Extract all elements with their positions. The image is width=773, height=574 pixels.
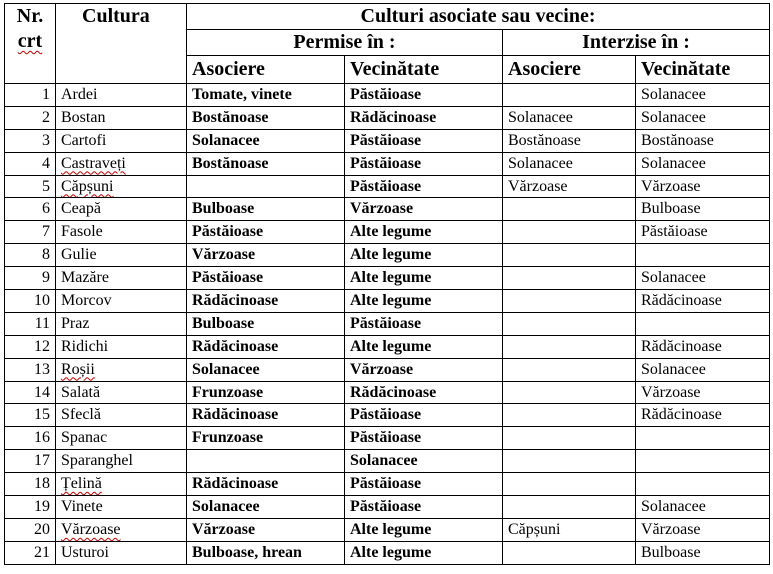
cultura-cell: Fasole [56, 221, 187, 244]
interzise-vecinatate-cell: Bulboase [636, 198, 770, 221]
interzise-vecinatate-cell: Rădăcinoase [636, 404, 770, 427]
permise-vecinatate-cell: Alte legume [345, 335, 503, 358]
cultura-cell: Morcov [56, 290, 187, 313]
interzise-vecinatate-cell: Solanacee [636, 496, 770, 519]
permise-vecinatate-cell: Rădăcinoase [345, 381, 503, 404]
table-row [5, 106, 770, 129]
interzise-header: Interzise în : [503, 30, 770, 56]
nr-cell: 19 [5, 496, 56, 519]
cultura-header: Cultura [56, 4, 187, 84]
cultura-cell: Cartofi [56, 129, 187, 152]
interzise-asociere-cell [503, 427, 636, 450]
interzise-vecinatate-cell: Păstăioase [636, 221, 770, 244]
permise-vecinatate-cell: Solanacee [345, 450, 503, 473]
table-row [5, 404, 770, 427]
table-row [5, 244, 770, 267]
interzise-asociere-cell: Vărzoase [503, 175, 636, 198]
cultura-label: Vărzoase [61, 520, 121, 538]
table-row [5, 84, 770, 107]
cultura-cell: Spanac [56, 427, 187, 450]
cultura-cell: Ceapă [56, 198, 187, 221]
header-row-1 [5, 4, 770, 30]
permise-asociere-cell: Bulboase, hrean [187, 541, 345, 564]
permise-vecinatate-cell: Vărzoase [345, 358, 503, 381]
permise-vecinatate-cell: Păstăioase [345, 84, 503, 107]
interzise-asociere-cell [503, 450, 636, 473]
nr-cell: 15 [5, 404, 56, 427]
cultura-label: Castraveți [61, 154, 126, 172]
cultura-cell: Vinete [56, 496, 187, 519]
nr-header-line1: Nr. [16, 5, 44, 27]
cultura-cell: Usturoi [56, 541, 187, 564]
permise-vecinatate-cell: Rădăcinoase [345, 106, 503, 129]
permise-asociere-cell: Rădăcinoase [187, 404, 345, 427]
table-row [5, 427, 770, 450]
permise-vecinatate-cell: Vărzoase [345, 198, 503, 221]
interzise-asociere-header: Asociere [503, 56, 636, 84]
permise-asociere-cell: Solanacee [187, 129, 345, 152]
table-row [5, 518, 770, 541]
permise-asociere-cell: Bostănoase [187, 152, 345, 175]
permise-asociere-cell: Bulboase [187, 198, 345, 221]
permise-asociere-cell [187, 450, 345, 473]
interzise-asociere-cell: Solanacee [503, 152, 636, 175]
interzise-vecinatate-cell: Rădăcinoase [636, 290, 770, 313]
interzise-vecinatate-cell: Solanacee [636, 267, 770, 290]
table-row [5, 198, 770, 221]
permise-asociere-cell: Bulboase [187, 312, 345, 335]
permise-vecinatate-cell: Alte legume [345, 290, 503, 313]
nr-cell: 7 [5, 221, 56, 244]
interzise-vecinatate-cell [636, 450, 770, 473]
nr-cell: 20 [5, 518, 56, 541]
permise-vecinatate-cell: Păstăioase [345, 473, 503, 496]
nr-cell: 3 [5, 129, 56, 152]
permise-vecinatate-cell: Alte legume [345, 267, 503, 290]
interzise-vecinatate-cell: Vărzoase [636, 175, 770, 198]
nr-cell: 18 [5, 473, 56, 496]
interzise-vecinatate-cell: Bulboase [636, 541, 770, 564]
permise-vecinatate-cell: Păstăioase [345, 312, 503, 335]
permise-asociere-header: Asociere [187, 56, 345, 84]
permise-vecinatate-cell: Păstăioase [345, 175, 503, 198]
crop-association-table [4, 3, 770, 565]
interzise-asociere-cell [503, 244, 636, 267]
table-row [5, 335, 770, 358]
permise-asociere-cell: Frunzoase [187, 381, 345, 404]
nr-cell: 11 [5, 312, 56, 335]
cultura-cell: Gulie [56, 244, 187, 267]
permise-vecinatate-header: Vecinătate [345, 56, 503, 84]
cultura-cell: Mazăre [56, 267, 187, 290]
table-row [5, 221, 770, 244]
table-row [5, 290, 770, 313]
nr-cell: 9 [5, 267, 56, 290]
permise-vecinatate-cell: Păstăioase [345, 496, 503, 519]
interzise-vecinatate-cell: Rădăcinoase [636, 335, 770, 358]
nr-cell: 14 [5, 381, 56, 404]
table-row [5, 152, 770, 175]
table-row [5, 175, 770, 198]
interzise-asociere-cell [503, 267, 636, 290]
interzise-vecinatate-cell: Solanacee [636, 358, 770, 381]
interzise-asociere-cell [503, 221, 636, 244]
nr-cell: 4 [5, 152, 56, 175]
interzise-vecinatate-cell: Solanacee [636, 106, 770, 129]
interzise-asociere-cell [503, 381, 636, 404]
permise-vecinatate-cell: Păstăioase [345, 152, 503, 175]
permise-vecinatate-cell: Alte legume [345, 221, 503, 244]
permise-asociere-cell: Rădăcinoase [187, 473, 345, 496]
table-row [5, 473, 770, 496]
cultura-cell [56, 152, 187, 175]
cultura-cell: Salată [56, 381, 187, 404]
nr-cell: 10 [5, 290, 56, 313]
nr-cell: 6 [5, 198, 56, 221]
interzise-vecinatate-cell [636, 312, 770, 335]
permise-header: Permise în : [187, 30, 503, 56]
nr-cell: 21 [5, 541, 56, 564]
interzise-vecinatate-cell: Vărzoase [636, 381, 770, 404]
permise-vecinatate-cell: Alte legume [345, 541, 503, 564]
nr-cell: 17 [5, 450, 56, 473]
interzise-vecinatate-header: Vecinătate [636, 56, 770, 84]
interzise-asociere-cell: Căpșuni [503, 518, 636, 541]
interzise-asociere-cell [503, 198, 636, 221]
permise-asociere-cell: Tomate, vinete [187, 84, 345, 107]
cultura-cell [56, 358, 187, 381]
table-row [5, 267, 770, 290]
interzise-asociere-cell [503, 404, 636, 427]
interzise-asociere-cell [503, 541, 636, 564]
permise-asociere-cell: Bostănoase [187, 106, 345, 129]
interzise-asociere-cell: Solanacee [503, 106, 636, 129]
interzise-vecinatate-cell [636, 244, 770, 267]
nr-cell: 1 [5, 84, 56, 107]
nr-cell: 12 [5, 335, 56, 358]
interzise-vecinatate-cell: Solanacee [636, 84, 770, 107]
permise-vecinatate-cell: Alte legume [345, 518, 503, 541]
table-row [5, 541, 770, 564]
permise-vecinatate-cell: Alte legume [345, 244, 503, 267]
cultura-cell: Ridichi [56, 335, 187, 358]
cultura-cell [56, 175, 187, 198]
cultura-cell: Ardei [56, 84, 187, 107]
permise-vecinatate-cell: Păstăioase [345, 404, 503, 427]
interzise-vecinatate-cell [636, 427, 770, 450]
table-row [5, 129, 770, 152]
interzise-asociere-cell [503, 358, 636, 381]
interzise-vecinatate-cell: Solanacee [636, 152, 770, 175]
cultura-cell: Sfeclă [56, 404, 187, 427]
permise-asociere-cell: Rădăcinoase [187, 290, 345, 313]
interzise-asociere-cell [503, 335, 636, 358]
nr-cell: 5 [5, 175, 56, 198]
permise-asociere-cell: Vărzoase [187, 518, 345, 541]
permise-asociere-cell: Rădăcinoase [187, 335, 345, 358]
cultura-cell [56, 473, 187, 496]
cultura-cell: Bostan [56, 106, 187, 129]
nr-cell: 13 [5, 358, 56, 381]
interzise-asociere-cell [503, 290, 636, 313]
cultura-cell [56, 518, 187, 541]
permise-vecinatate-cell: Păstăioase [345, 129, 503, 152]
table-row [5, 496, 770, 519]
group-header: Culturi asociate sau vecine: [187, 4, 770, 30]
interzise-vecinatate-cell: Vărzoase [636, 518, 770, 541]
permise-asociere-cell: Păstăioase [187, 221, 345, 244]
permise-asociere-cell: Păstăioase [187, 267, 345, 290]
cultura-cell: Praz [56, 312, 187, 335]
nr-cell: 8 [5, 244, 56, 267]
interzise-asociere-cell [503, 84, 636, 107]
cultura-cell: Sparanghel [56, 450, 187, 473]
table-row [5, 450, 770, 473]
cultura-label: Căpșuni [61, 177, 114, 195]
table-row [5, 358, 770, 381]
table-row [5, 312, 770, 335]
nr-header-line2: crt [17, 30, 43, 52]
permise-asociere-cell: Solanacee [187, 358, 345, 381]
nr-crt-header [5, 4, 56, 84]
permise-asociere-cell [187, 175, 345, 198]
interzise-vecinatate-cell [636, 473, 770, 496]
interzise-asociere-cell [503, 473, 636, 496]
table-row [5, 381, 770, 404]
interzise-asociere-cell [503, 312, 636, 335]
permise-asociere-cell: Vărzoase [187, 244, 345, 267]
interzise-asociere-cell [503, 496, 636, 519]
cultura-label: Roșii [61, 360, 95, 378]
interzise-asociere-cell: Bostănoase [503, 129, 636, 152]
cultura-label: Țelină [61, 475, 102, 493]
permise-vecinatate-cell: Păstăioase [345, 427, 503, 450]
permise-asociere-cell: Frunzoase [187, 427, 345, 450]
permise-asociere-cell: Solanacee [187, 496, 345, 519]
nr-cell: 2 [5, 106, 56, 129]
interzise-vecinatate-cell: Bostănoase [636, 129, 770, 152]
nr-cell: 16 [5, 427, 56, 450]
